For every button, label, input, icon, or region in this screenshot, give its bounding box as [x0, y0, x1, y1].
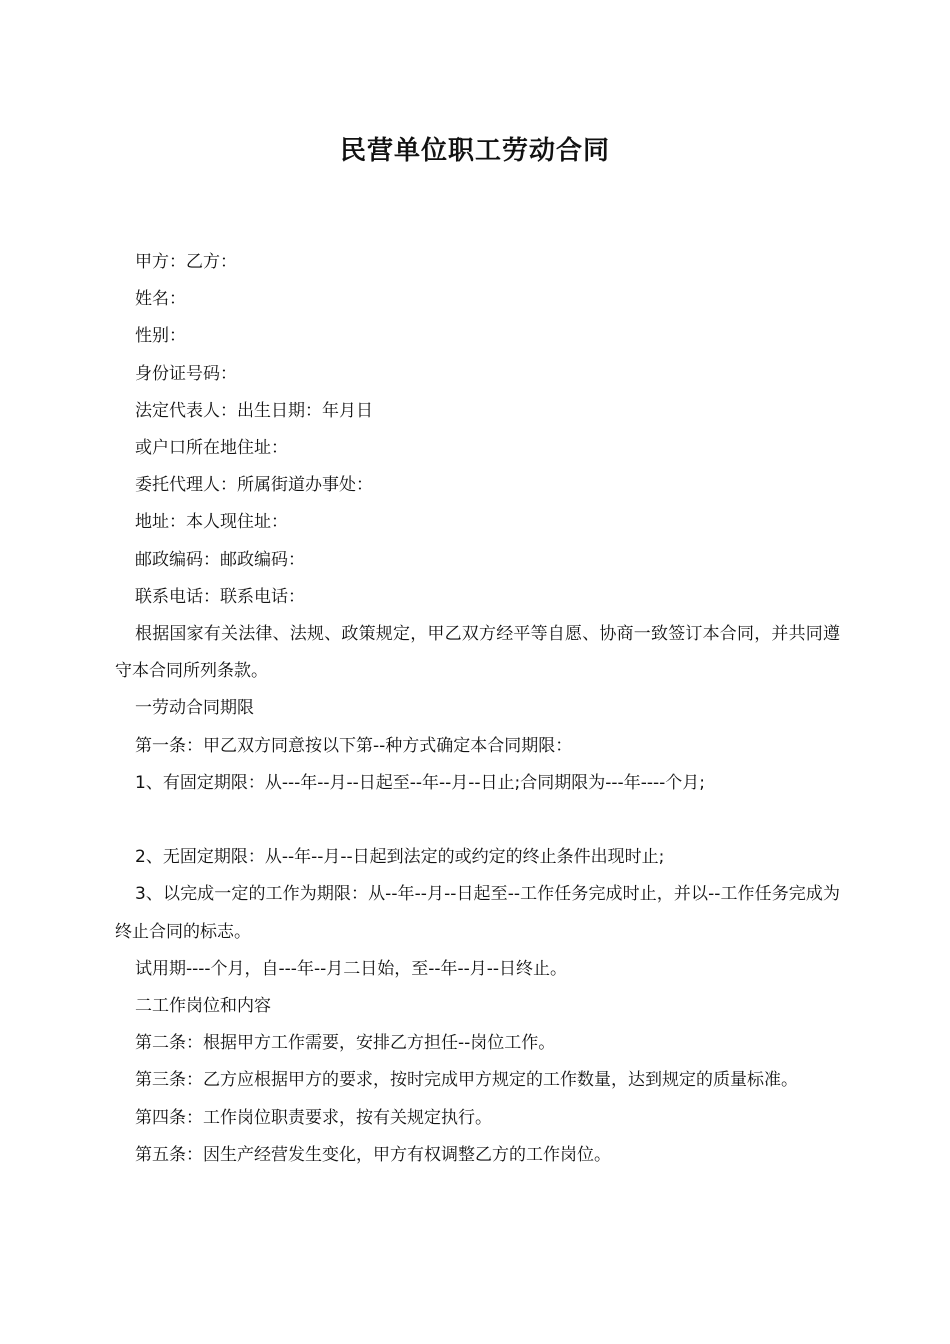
- party-a-b-line: 甲方：乙方：: [135, 252, 237, 272]
- article-2: 第二条：根据甲方工作需要，安排乙方担任--岗位工作。: [135, 1033, 556, 1054]
- name-line: 姓名：: [135, 289, 186, 310]
- term-option-1: 1、有固定期限：从---年--月--日起至--年--月--日止;合同期限为---年----个月;: [135, 772, 705, 793]
- article-4: 第四条：工作岗位职责要求，按有关规定执行。: [135, 1107, 492, 1128]
- section-heading-term: 一劳动合同期限: [135, 698, 254, 719]
- section-heading-position: 二工作岗位和内容: [135, 996, 271, 1017]
- article-1: 第一条：甲乙双方同意按以下第--种方式确定本合同期限：: [135, 735, 573, 756]
- id-number-line: 身份证号码：: [135, 363, 237, 384]
- legal-representative-line: 法定代表人：出生日期：年月日: [135, 400, 373, 421]
- article-5: 第五条：因生产经营发生变化，甲方有权调整乙方的工作岗位。: [135, 1144, 611, 1165]
- term-option-2: 2、无固定期限：从--年--月--日起到法定的或约定的终止条件出现时止;: [135, 847, 665, 868]
- household-address-line: 或户口所在地住址：: [135, 438, 288, 459]
- entrusted-agent-line: 委托代理人：所属街道办事处：: [135, 475, 373, 496]
- document-body: [115, 244, 840, 1174]
- article-3: 第三条：乙方应根据甲方的要求，按时完成甲方规定的工作数量，达到规定的质量标准。: [135, 1070, 798, 1091]
- term-option-3: 3、以完成一定的工作为期限：从--年--月--日起至--工作任务完成时止，并以--工作任务完成为终止合同的标志。: [115, 884, 840, 942]
- preamble-paragraph: 根据国家有关法律、法规、政策规定，甲乙双方经平等自愿、协商一致签订本合同，并共同遵守本合同所列条款。: [115, 624, 840, 682]
- address-line: 地址：本人现住址：: [135, 512, 288, 533]
- postal-code-line: 邮政编码：邮政编码：: [135, 549, 305, 570]
- blank-line: [115, 802, 840, 839]
- document-title: 民营单位职工劳动合同: [339, 136, 610, 166]
- gender-line: 性别：: [135, 326, 186, 347]
- probation-line: 试用期----个月，自---年--月二日始，至--年--月--日终止。: [135, 958, 568, 979]
- phone-line: 联系电话：联系电话：: [135, 586, 305, 607]
